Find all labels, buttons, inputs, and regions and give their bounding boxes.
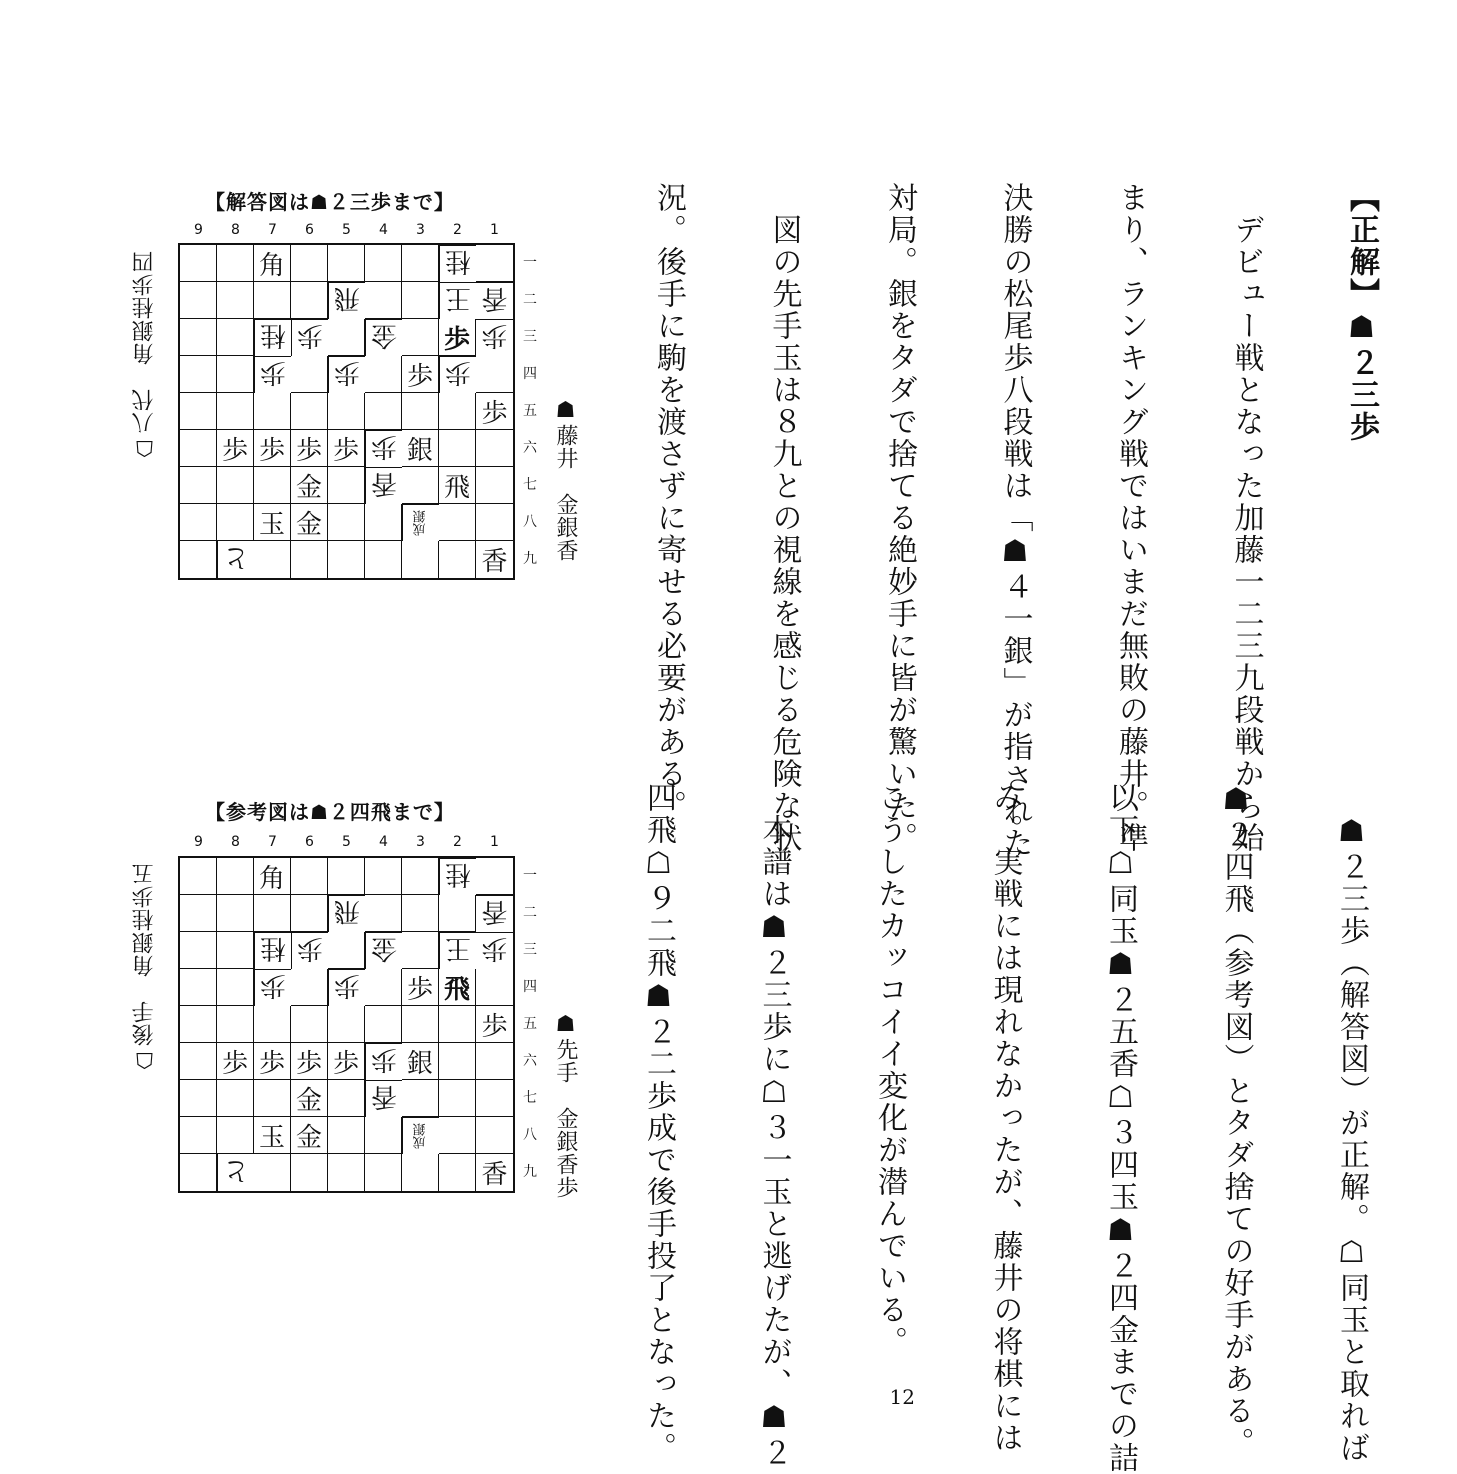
column-number: 4 xyxy=(379,834,388,850)
board-square-empty xyxy=(180,282,217,319)
board-square-empty xyxy=(328,467,365,504)
board-square-empty xyxy=(180,319,217,356)
board-square-empty xyxy=(254,467,291,504)
text-line: 況。後手に駒を渡さずに寄せる必要がある。 xyxy=(651,182,686,822)
board-square-piece: 歩 xyxy=(476,932,513,969)
board-square-empty xyxy=(439,1080,476,1117)
board-square-empty xyxy=(328,1154,365,1191)
diagram1-gote-hand: ☖八代 角銀桂歩四 xyxy=(132,250,157,460)
board-square-piece: 歩 xyxy=(402,969,439,1006)
text-line: まり、ランキング戦ではいまだ無敗の藤井。準 xyxy=(1113,182,1148,854)
board-square-empty xyxy=(328,393,365,430)
board-square-empty xyxy=(328,541,365,578)
column-number: 5 xyxy=(342,222,351,238)
board-square-empty xyxy=(328,858,365,895)
board-square-empty xyxy=(402,393,439,430)
board-square-empty xyxy=(365,895,402,932)
diagram1-caption: 【解答図は☗２三歩まで】 xyxy=(205,190,455,214)
board-square-empty xyxy=(328,245,365,282)
board-square-empty xyxy=(365,504,402,541)
board-square-empty xyxy=(217,467,254,504)
board-square-empty xyxy=(291,895,328,932)
board-square-empty xyxy=(254,282,291,319)
board-square-empty xyxy=(291,541,328,578)
board-square-piece: 飛 xyxy=(439,969,476,1006)
board-square-piece: 歩 xyxy=(402,356,439,393)
text-line: ☗２四飛（参考図）とタダ捨ての好手がある。 xyxy=(1218,782,1254,1459)
text-line: デビュー戦となった加藤一二三九段戦から始 xyxy=(1228,182,1264,854)
board-square-empty xyxy=(180,541,217,578)
board-square-piece: 飛 xyxy=(328,895,365,932)
board-square-piece: 香 xyxy=(476,895,513,932)
diagram2-gote-hand: ☖後手 角銀桂歩五 xyxy=(132,862,157,1072)
board-square-empty xyxy=(476,1117,513,1154)
board-square-piece: 飛 xyxy=(328,282,365,319)
board-square-empty xyxy=(180,430,217,467)
board-square-empty xyxy=(402,1080,439,1117)
text-line: 決勝の松尾歩八段戦は「☗４一銀」が指された xyxy=(997,182,1033,859)
board-square-empty xyxy=(439,504,476,541)
row-number: 三 xyxy=(523,942,537,958)
text-line: 以下☖同玉☗２五香☖３四玉☗２四金までの詰 xyxy=(1103,782,1138,1474)
board-square-piece: 香 xyxy=(365,467,402,504)
board-square-piece: 角 xyxy=(254,245,291,282)
board-square-empty xyxy=(402,932,439,969)
board-square-piece: 歩 xyxy=(291,430,328,467)
board-square-empty xyxy=(402,541,439,578)
board-square-empty xyxy=(328,1080,365,1117)
board-square-empty xyxy=(328,1117,365,1154)
board-square-empty xyxy=(180,1080,217,1117)
board-square-piece: 桂 xyxy=(439,858,476,895)
board-square-empty xyxy=(439,1006,476,1043)
row-number: 七 xyxy=(523,1090,537,1106)
board-square-empty xyxy=(291,245,328,282)
board-square-piece: 王 xyxy=(439,932,476,969)
board-square-empty xyxy=(254,1080,291,1117)
row-number: 一 xyxy=(523,868,537,884)
board-square-empty xyxy=(217,319,254,356)
board-square-piece: 歩 xyxy=(328,1043,365,1080)
board-square-empty xyxy=(476,858,513,895)
board-square-empty xyxy=(402,282,439,319)
page-number: 12 xyxy=(889,1385,915,1409)
board-square-empty xyxy=(476,1043,513,1080)
column-number: 4 xyxy=(379,222,388,238)
board-square-empty xyxy=(217,1117,254,1154)
row-number: 六 xyxy=(523,1053,537,1069)
board-square-empty xyxy=(217,245,254,282)
column-number: 1 xyxy=(490,222,499,238)
row-number: 二 xyxy=(523,292,537,308)
board-square-empty xyxy=(402,1006,439,1043)
board-square-empty xyxy=(217,895,254,932)
board-square-empty xyxy=(180,504,217,541)
board-square-empty xyxy=(365,393,402,430)
row-number: 五 xyxy=(523,1016,537,1032)
board-square-piece: 歩 xyxy=(328,356,365,393)
diagram2-board xyxy=(178,856,515,1193)
board-square-empty xyxy=(328,319,365,356)
board-square-empty xyxy=(476,430,513,467)
board-square-empty xyxy=(180,895,217,932)
column-number: 8 xyxy=(231,834,240,850)
board-square-empty xyxy=(402,245,439,282)
diagram2-sente-hand: ☗先手 金銀香歩 xyxy=(553,1012,578,1199)
board-square-empty xyxy=(328,504,365,541)
text-line: み。実戦には現れなかったが、藤井の将棋には xyxy=(987,782,1023,1454)
board-square-empty xyxy=(476,969,513,1006)
board-square-empty xyxy=(180,858,217,895)
text-line: ☗２三歩（解答図）が正解。☖同玉と取れば xyxy=(1334,782,1369,1464)
board-square-empty xyxy=(402,1154,439,1191)
board-square-empty xyxy=(217,969,254,1006)
board-square-piece: 銀 xyxy=(402,430,439,467)
board-square-piece: 歩 xyxy=(217,430,254,467)
board-square-empty xyxy=(254,1154,291,1191)
board-square-piece: 歩 xyxy=(291,319,328,356)
board-square-piece: 歩 xyxy=(328,430,365,467)
row-number: 八 xyxy=(523,1127,537,1143)
row-number: 三 xyxy=(523,329,537,345)
board-square-empty xyxy=(180,467,217,504)
board-square-empty xyxy=(365,541,402,578)
board-square-empty xyxy=(365,1154,402,1191)
board-square-piece: 成銀 xyxy=(402,1117,439,1154)
board-square-piece: 金 xyxy=(365,319,402,356)
column-number: 2 xyxy=(453,222,462,238)
board-square-piece: 金 xyxy=(365,932,402,969)
board-square-empty xyxy=(217,393,254,430)
board-square-piece: 歩 xyxy=(365,1043,402,1080)
board-square-piece: 王 xyxy=(439,282,476,319)
board-square-empty xyxy=(476,1080,513,1117)
board-square-empty xyxy=(254,541,291,578)
board-square-piece: 角 xyxy=(254,858,291,895)
board-square-piece: 香 xyxy=(481,1160,508,1190)
row-number: 一 xyxy=(523,255,537,271)
board-square-empty xyxy=(402,895,439,932)
diagram2-caption: 【参考図は☗２四飛まで】 xyxy=(205,800,455,824)
board-square-empty xyxy=(291,858,328,895)
board-square-empty xyxy=(439,393,476,430)
column-number: 6 xyxy=(305,834,314,850)
board-square-piece: 歩 xyxy=(365,430,402,467)
board-square-piece: 歩 xyxy=(476,319,513,356)
board-square-piece: 歩 xyxy=(217,1043,254,1080)
board-square-piece: 成銀 xyxy=(402,504,439,541)
board-square-empty xyxy=(439,1154,476,1191)
board-square-piece: 歩 xyxy=(439,319,476,356)
board-square-piece: 桂 xyxy=(439,245,476,282)
board-square-piece: 金 xyxy=(291,504,328,541)
board-square-piece: 玉 xyxy=(254,504,291,541)
row-number: 四 xyxy=(523,979,537,995)
board-square-empty xyxy=(254,1006,291,1043)
board-square-piece: 金 xyxy=(291,1117,328,1154)
board-square-empty xyxy=(328,1006,365,1043)
board-square-empty xyxy=(291,282,328,319)
board-square-piece: 歩 xyxy=(476,1006,513,1043)
board-square-empty xyxy=(291,1006,328,1043)
text-line: 本譜は☗２三歩に☖３一玉と逃げたが、☗２ xyxy=(756,782,792,1469)
board-square-empty xyxy=(402,467,439,504)
board-square-piece: 香 xyxy=(481,547,508,577)
board-square-piece: と xyxy=(217,541,254,578)
board-square-empty xyxy=(217,1080,254,1117)
board-square-empty xyxy=(254,393,291,430)
row-number: 八 xyxy=(523,514,537,530)
row-number: 四 xyxy=(523,366,537,382)
section-heading: 【正解】☗２三歩 xyxy=(1344,182,1379,443)
column-number: 9 xyxy=(194,834,203,850)
board-square-piece: 金 xyxy=(291,1080,328,1117)
main-text-top xyxy=(610,182,1457,859)
board-square-piece: 飛 xyxy=(439,467,476,504)
board-square-empty xyxy=(180,932,217,969)
column-number: 1 xyxy=(490,834,499,850)
board-square-piece: 歩 xyxy=(328,969,365,1006)
text-line: こうしたカッコイイ変化が潜んでいる。 xyxy=(872,782,907,1358)
column-number: 7 xyxy=(268,834,277,850)
board-square-empty xyxy=(180,245,217,282)
board-square-empty xyxy=(439,1043,476,1080)
board-square-empty xyxy=(365,245,402,282)
text-line: 図の先手玉は８九との視線を感じる危険な状 xyxy=(766,182,802,854)
board-square-empty xyxy=(439,541,476,578)
row-number: 五 xyxy=(523,403,537,419)
board-square-piece: 銀 xyxy=(402,1043,439,1080)
text-line: 対局。銀をタダで捨てる絶妙手に皆が驚いた。 xyxy=(882,182,917,854)
board-square-empty xyxy=(328,932,365,969)
board-square-empty xyxy=(217,858,254,895)
board-square-empty xyxy=(402,858,439,895)
board-square-empty xyxy=(476,504,513,541)
board-square-piece: 歩 xyxy=(439,356,476,393)
board-square-empty xyxy=(217,504,254,541)
column-number: 9 xyxy=(194,222,203,238)
board-square-empty xyxy=(365,356,402,393)
board-square-empty xyxy=(476,356,513,393)
board-square-empty xyxy=(291,393,328,430)
board-square-empty xyxy=(365,1006,402,1043)
column-number: 5 xyxy=(342,834,351,850)
board-square-piece: 玉 xyxy=(254,1117,291,1154)
board-square-piece: 歩 xyxy=(254,969,291,1006)
board-square-empty xyxy=(439,895,476,932)
board-square-piece: 香 xyxy=(365,1080,402,1117)
board-square-piece: 金 xyxy=(291,467,328,504)
board-square-empty xyxy=(476,245,513,282)
board-square-piece: 歩 xyxy=(291,1043,328,1080)
main-text-bottom xyxy=(600,782,1447,1474)
row-number: 九 xyxy=(523,551,537,567)
column-number: 3 xyxy=(416,834,425,850)
board-square-piece: 歩 xyxy=(291,932,328,969)
row-number: 九 xyxy=(523,1164,537,1180)
diagram1-board xyxy=(178,243,515,580)
text-line: 四飛☖９二飛☗２二歩成で後手投了となった。 xyxy=(641,782,676,1464)
board-square-piece: 歩 xyxy=(254,1043,291,1080)
board-square-piece: と xyxy=(217,1154,254,1191)
column-number: 8 xyxy=(231,222,240,238)
board-square-empty xyxy=(365,969,402,1006)
row-number: 六 xyxy=(523,440,537,456)
board-square-piece: 歩 xyxy=(476,393,513,430)
row-number: 七 xyxy=(523,477,537,493)
board-square-empty xyxy=(180,969,217,1006)
column-number: 3 xyxy=(416,222,425,238)
board-square-empty xyxy=(254,895,291,932)
board-square-empty xyxy=(180,356,217,393)
board-square-empty xyxy=(291,1154,328,1191)
board-square-empty xyxy=(217,356,254,393)
board-square-piece: 歩 xyxy=(254,430,291,467)
board-square-piece: 桂 xyxy=(254,319,291,356)
diagram1-sente-hand: ☗藤井 金銀香 xyxy=(553,398,578,562)
board-square-empty xyxy=(365,858,402,895)
board-square-empty xyxy=(217,932,254,969)
board-square-empty xyxy=(217,282,254,319)
board-square-empty xyxy=(180,1154,217,1191)
board-square-empty xyxy=(365,1117,402,1154)
board-square-empty xyxy=(217,1006,254,1043)
board-square-empty xyxy=(439,430,476,467)
column-number: 2 xyxy=(453,834,462,850)
column-number: 7 xyxy=(268,222,277,238)
column-number: 6 xyxy=(305,222,314,238)
row-number: 二 xyxy=(523,905,537,921)
board-square-empty xyxy=(439,1117,476,1154)
board-square-empty xyxy=(476,467,513,504)
board-square-empty xyxy=(291,969,328,1006)
board-square-empty xyxy=(402,319,439,356)
board-square-empty xyxy=(291,356,328,393)
board-square-piece: 歩 xyxy=(254,356,291,393)
board-square-empty xyxy=(365,282,402,319)
board-square-empty xyxy=(180,1117,217,1154)
board-square-piece: 桂 xyxy=(254,932,291,969)
board-square-empty xyxy=(180,393,217,430)
board-square-piece: 香 xyxy=(476,282,513,319)
board-square-empty xyxy=(180,1006,217,1043)
board-square-empty xyxy=(180,1043,217,1080)
